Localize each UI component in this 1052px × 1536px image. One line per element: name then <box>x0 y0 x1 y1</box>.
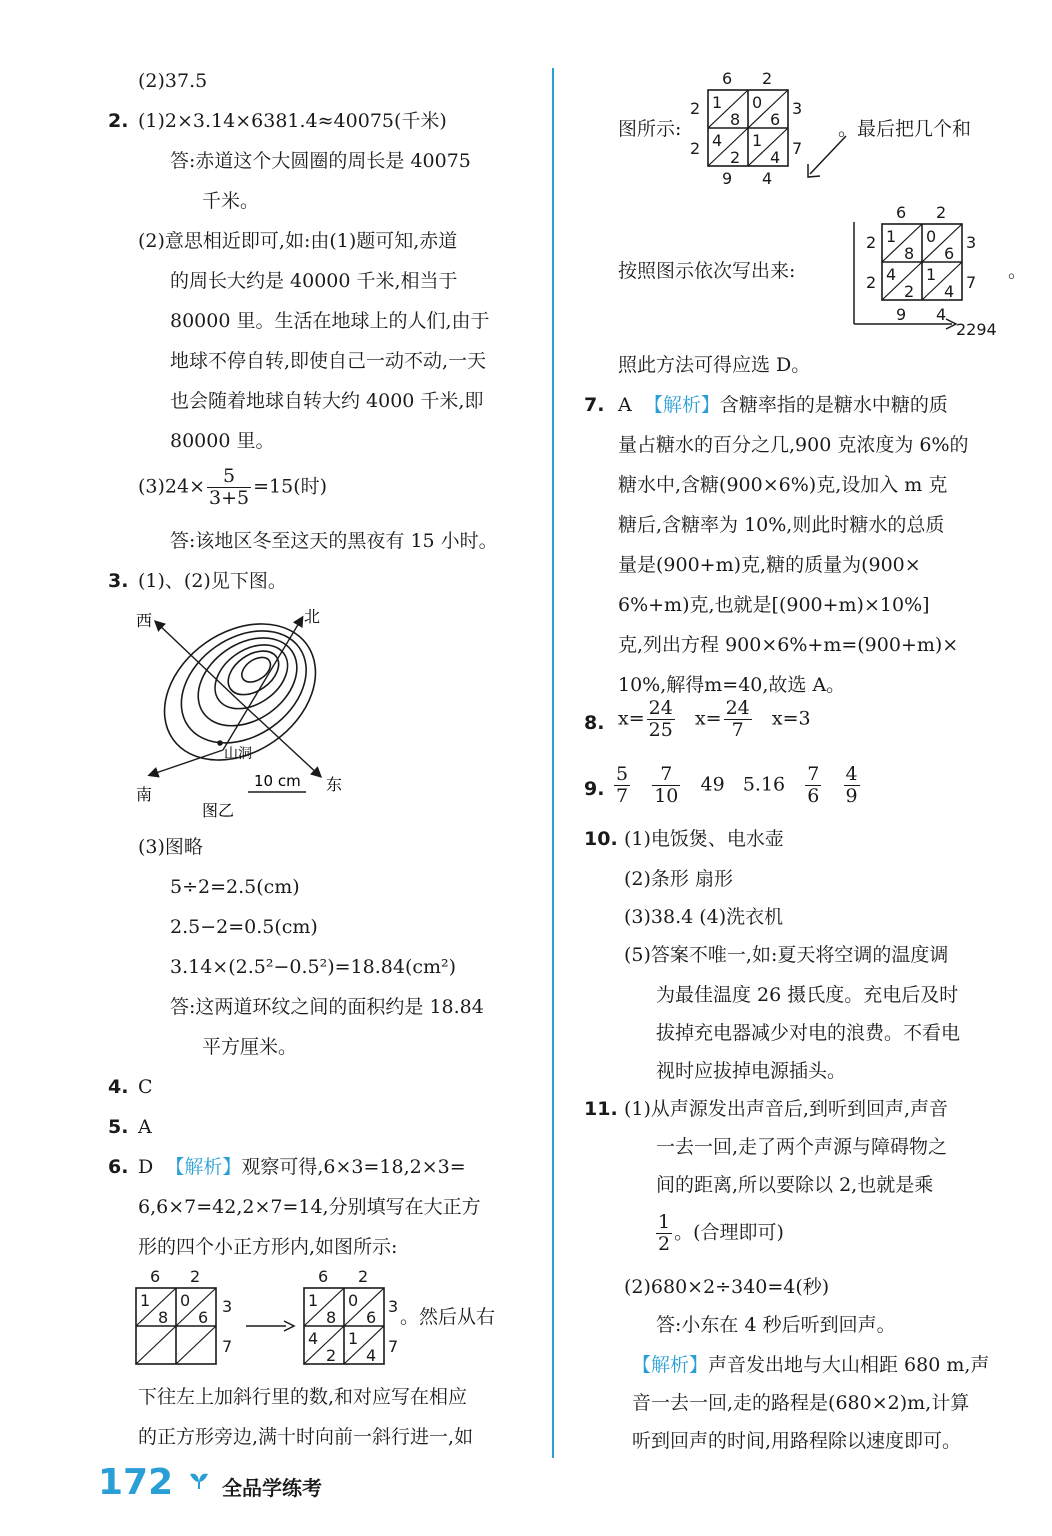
q6-analysis-tag: 【解析】 <box>165 1156 242 1178</box>
svg-text:4: 4 <box>886 265 897 284</box>
east-arrow <box>236 698 320 776</box>
svg-text:6: 6 <box>896 203 907 222</box>
q6-line5: 下往左上加斜行里的数,和对应写在相应 <box>138 1386 468 1408</box>
svg-text:7: 7 <box>966 273 977 292</box>
q10-part3-4: (3)38.4 (4)洗衣机 <box>624 906 784 928</box>
page-number: 172 <box>98 1462 174 1503</box>
q1-part2: (2)37.5 <box>138 70 208 92</box>
svg-text:2: 2 <box>326 1346 337 1365</box>
label-south: 南 <box>136 785 153 804</box>
q8-answers: x= $\frac{24}{25}$ x= $\frac{24}{7}$ x=3 <box>618 697 811 741</box>
r-fig1-suffix: 。最后把几个和 <box>838 118 972 140</box>
q4-number: 4. <box>108 1076 129 1098</box>
q3-calc2: 2.5−2=0.5(cm) <box>170 916 318 938</box>
svg-text:0: 0 <box>180 1291 191 1310</box>
q11-analysis-tag: 【解析】 <box>632 1354 709 1376</box>
q7-analysis-tag: 【解析】 <box>643 394 720 416</box>
brand-name: 全品学练考 <box>222 1476 322 1500</box>
q4-answer: C <box>138 1076 153 1098</box>
q6-line1: D 【解析】观察可得,6×3=18,2×3= <box>138 1156 466 1178</box>
q7-line5: 量是(900+m)克,糖的质量为(900× <box>618 554 921 576</box>
svg-text:2: 2 <box>358 1267 369 1286</box>
q7-number: 7. <box>584 394 605 416</box>
q2-answer3: 答:该地区冬至这天的黑夜有 15 小时。 <box>170 530 498 552</box>
q6-line3: 形的四个小正方形内,如图所示: <box>138 1236 398 1258</box>
svg-text:2: 2 <box>866 233 877 252</box>
svg-text:2: 2 <box>762 69 773 88</box>
svg-text:3: 3 <box>222 1297 233 1316</box>
south-arrow <box>150 750 223 775</box>
svg-text:4: 4 <box>712 131 723 150</box>
q3-part3: (3)图略 <box>138 836 203 858</box>
svg-text:4: 4 <box>936 305 947 324</box>
q7-line2: 量占糖水的百分之几,900 克浓度为 6%的 <box>618 434 969 456</box>
q3-part1: (1)、(2)见下图。 <box>138 570 287 592</box>
q7-line8: 10%,解得m=40,故选 A。 <box>618 674 846 696</box>
arrow-right-icon <box>244 1318 296 1334</box>
svg-text:3: 3 <box>388 1297 399 1316</box>
q11-analysis-line3: 听到回声的时间,用路程除以速度即可。 <box>632 1430 962 1452</box>
svg-text:6: 6 <box>318 1267 329 1286</box>
q2-part2-line5: 也会随着地球自转大约 4000 千米,即 <box>170 390 484 412</box>
svg-text:7: 7 <box>222 1337 233 1356</box>
svg-text:2: 2 <box>866 273 877 292</box>
q6-line4: 。然后从右 <box>400 1306 496 1328</box>
svg-text:1: 1 <box>752 131 763 150</box>
scale-label: 10 cm <box>254 772 301 790</box>
svg-text:1: 1 <box>140 1291 151 1310</box>
q7-line1: A 【解析】含糖率指的是糖水中糖的质 <box>618 394 948 416</box>
q11-part1-line2: 一去一回,走了两个声源与障碍物之 <box>656 1136 948 1158</box>
svg-text:7: 7 <box>388 1337 399 1356</box>
svg-text:9: 9 <box>896 305 907 324</box>
q2-answer1-line1: 答:赤道这个大圆圈的周长是 40075 <box>170 150 471 172</box>
q2-number: 2. <box>108 110 129 132</box>
svg-text:4: 4 <box>366 1346 377 1365</box>
q3-number: 3. <box>108 570 129 592</box>
svg-text:3: 3 <box>792 99 803 118</box>
q5-number: 5. <box>108 1116 129 1138</box>
q11-part2: (2)680×2÷340=4(秒) <box>624 1276 830 1298</box>
q11-analysis-line1: 【解析】声音发出地与大山相距 680 m,声 <box>632 1354 990 1376</box>
q9-number: 9. <box>584 778 605 800</box>
contour-ring-5 <box>220 642 287 704</box>
q11-part1-line4: $\frac{1}{2}$ 。(合理即可) <box>658 1211 784 1255</box>
cave-point <box>217 740 223 746</box>
r-conclusion: 照此方法可得应选 D。 <box>618 354 811 376</box>
svg-text:1: 1 <box>308 1291 319 1310</box>
q2-answer1-line2: 千米。 <box>202 190 260 212</box>
svg-text:7: 7 <box>792 139 803 158</box>
svg-text:2: 2 <box>190 1267 201 1286</box>
q10-part5-line2: 为最佳温度 26 摄氏度。充电后及时 <box>656 984 959 1006</box>
q7-line3: 糖水中,含糖(900×6%)克,设加入 m 克 <box>618 474 948 496</box>
q6-number: 6. <box>108 1156 129 1178</box>
svg-text:0: 0 <box>926 227 937 246</box>
svg-text:1: 1 <box>926 265 937 284</box>
svg-text:6: 6 <box>150 1267 161 1286</box>
column-divider <box>552 68 554 1458</box>
q2-part2-line2: 的周长大约是 40000 千米,相当于 <box>170 270 458 292</box>
svg-text:3: 3 <box>966 233 977 252</box>
q10-part2: (2)条形 扇形 <box>624 868 733 890</box>
q3-calc3: 3.14×(2.5²−0.5²)=18.84(cm²) <box>170 956 457 978</box>
svg-text:2: 2 <box>904 282 915 301</box>
svg-text:8: 8 <box>326 1308 337 1327</box>
q10-part5-line4: 视时应拔掉电源插头。 <box>656 1060 847 1082</box>
q10-part1: (1)电饭煲、电水壶 <box>624 828 784 850</box>
r-fig2-prefix: 按照图示依次写出来: <box>618 260 796 282</box>
q11-part1-line1: (1)从声源发出声音后,到听到回声,声音 <box>624 1098 948 1120</box>
q5-answer: A <box>138 1116 152 1138</box>
lattice-grid-complete <box>686 66 810 190</box>
q2-part2-line1: (2)意思相近即可,如:由(1)题可知,赤道 <box>138 230 458 252</box>
svg-text:0: 0 <box>348 1291 359 1310</box>
q11-answer: 答:小东在 4 秒后听到回声。 <box>656 1314 896 1336</box>
leaf-icon <box>188 1470 210 1490</box>
svg-text:4: 4 <box>762 169 773 188</box>
west-arrow <box>156 622 236 698</box>
label-north: 北 <box>304 607 321 626</box>
svg-text:0: 0 <box>752 93 763 112</box>
svg-text:6: 6 <box>722 69 733 88</box>
q3-answer-line2: 平方厘米。 <box>202 1036 298 1058</box>
q11-part1-line3: 间的距离,所以要除以 2,也就是乘 <box>656 1174 934 1196</box>
q10-part5-line1: (5)答案不唯一,如:夏天将空调的温度调 <box>624 944 949 966</box>
q2-part2-line4: 地球不停自转,即使自己一动不动,一天 <box>170 350 487 372</box>
q6-line2: 6,6×7=42,2×7=14,分别填写在大正方 <box>138 1196 481 1218</box>
label-east: 东 <box>326 775 343 794</box>
label-cave: 山洞 <box>224 746 252 762</box>
q7-line4: 糖后,含糖率为 10%,则此时糖水的总质 <box>618 514 945 536</box>
r-fig1-prefix: 图所示: <box>618 118 682 140</box>
svg-text:2: 2 <box>690 139 701 158</box>
q10-part5-line3: 拔掉充电器减少对电的浪费。不看电 <box>656 1022 961 1044</box>
lattice-result: 2294 <box>956 320 997 339</box>
svg-text:1: 1 <box>886 227 897 246</box>
q9-answers: $\frac{5}{7}$ $\frac{7}{10}$ 49 5.16 $\frac{7}{6}$ $\frac{4}{9}$ <box>616 763 858 807</box>
q10-number: 10. <box>584 828 618 850</box>
svg-text:4: 4 <box>944 282 955 301</box>
svg-text:2: 2 <box>690 99 701 118</box>
q2-part1: (1)2×3.14×6381.4≈40075(千米) <box>138 110 447 132</box>
q2-part2-line3: 80000 里。生活在地球上的人们,由于 <box>170 310 490 332</box>
q2-part2-line6: 80000 里。 <box>170 430 275 452</box>
contour-ring-2 <box>160 608 328 766</box>
figure-caption: 图乙 <box>202 801 235 820</box>
q7-line7: 克,列出方程 900×6%+m=(900+m)× <box>618 634 959 656</box>
q3-answer-line1: 答:这两道环纹之间的面积约是 18.84 <box>170 996 484 1018</box>
svg-text:6: 6 <box>770 110 781 129</box>
svg-text:1: 1 <box>348 1329 359 1348</box>
lattice-grid-step2 <box>294 1266 406 1372</box>
q2-fraction: $\frac{5}{3+5}$ <box>209 465 250 509</box>
svg-text:8: 8 <box>730 110 741 129</box>
q2-part3: (3)24× $\frac{5}{3+5}$ =15(时) <box>138 465 328 509</box>
q6-line6: 的正方形旁边,满十时向前一斜行进一,如 <box>138 1426 474 1448</box>
svg-text:8: 8 <box>904 244 915 263</box>
q11-number: 11. <box>584 1098 618 1120</box>
q8-number: 8. <box>584 712 605 734</box>
svg-text:2: 2 <box>730 148 741 167</box>
label-west: 西 <box>136 611 153 630</box>
svg-text:6: 6 <box>944 244 955 263</box>
q3-calc1: 5÷2=2.5(cm) <box>170 876 300 898</box>
svg-text:2: 2 <box>936 203 947 222</box>
lattice-grid-step1 <box>126 1266 238 1372</box>
svg-text:1: 1 <box>712 93 723 112</box>
q7-line6: 6%+m)克,也就是[(900+m)×10%] <box>618 594 930 616</box>
contour-map-figure <box>128 600 368 825</box>
svg-text:6: 6 <box>366 1308 377 1327</box>
svg-text:6: 6 <box>198 1308 209 1327</box>
svg-text:9: 9 <box>722 169 733 188</box>
svg-text:4: 4 <box>770 148 781 167</box>
lattice-grid-sum-path <box>844 200 1004 344</box>
r-fig2-suffix: 。 <box>1008 260 1028 282</box>
svg-text:4: 4 <box>308 1329 319 1348</box>
svg-text:8: 8 <box>158 1308 169 1327</box>
q11-analysis-line2: 音一去一回,走的路程是(680×2)m,计算 <box>632 1392 970 1414</box>
arrow-down-left-icon <box>800 130 854 184</box>
